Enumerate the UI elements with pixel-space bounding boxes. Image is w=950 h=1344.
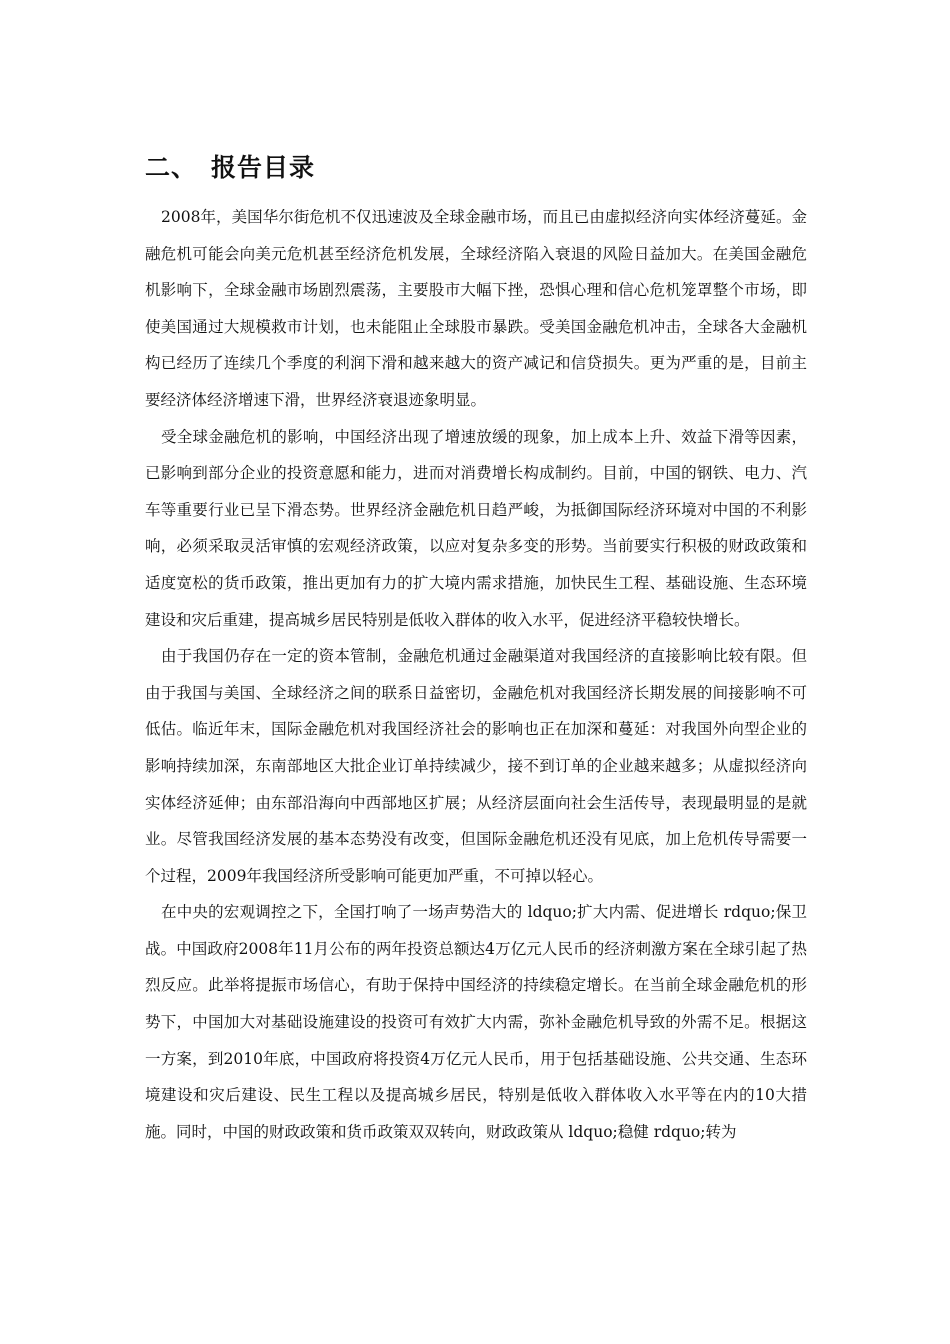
section-heading	[145, 148, 315, 188]
paragraph-4: 在中央的宏观调控之下，全国打响了一场声势浩大的 ldquo;扩大内需、促进增长 rdquo;保卫战。中国政府2008年11月公布的两年投资总额达4万亿元人民币的经济刺激方案在全球引起了热烈反应。此举将提振市场信心，有助于保持中国经济的持续稳定增长。在当前全球金融危机的形势下，中国加大对基础设施建设的投资可有效扩大内需，弥补金融危机导致的外需不足。根据这一方案，到2010年底，中国政府将投资4万亿元人民币，用于包括基础设施、公共交通、生态环境建设和灾后建设、民生工程以及提高城乡居民，特别是低收入群体收入水平等在内的10大措施。同时，中国的财政政策和货币政策双双转向，财政政策从 ldquo;稳健 rdquo;转为	[145, 903, 807, 1141]
paragraph-2: 受全球金融危机的影响，中国经济出现了增速放缓的现象，加上成本上升、效益下滑等因素，已影响到部分企业的投资意愿和能力，进而对消费增长构成制约。目前，中国的钢铁、电力、汽车等重要行业已呈下滑态势。世界经济金融危机日趋严峻，为抵御国际经济环境对中国的不利影响，必须采取灵活审慎的宏观经济政策，以应对复杂多变的形势。当前要实行积极的财政政策和适度宽松的货币政策，推出更加有力的扩大境内需求措施，加快民生工程、基础设施、生态环境建设和灾后重建，提高城乡居民特别是低收入群体的收入水平，促进经济平稳较快增长。	[145, 427, 807, 629]
paragraph-1: 2008年，美国华尔街危机不仅迅速波及全球金融市场，而且已由虚拟经济向实体经济蔓延。金融危机可能会向美元危机甚至经济危机发展，全球经济陷入衰退的风险日益加大。在美国金融危机影响下，全球金融市场剧烈震荡，主要股市大幅下挫，恐惧心理和信心危机笼罩整个市场，即使美国通过大规模救市计划，也未能阻止全球股市暴跌。受美国金融危机冲击，全球各大金融机构已经历了连续几个季度的利润下滑和越来越大的资产减记和信贷损失。更为严重的是，目前主要经济体经济增速下滑，世界经济衰退迹象明显。	[145, 208, 807, 409]
section-number: 二、	[145, 152, 198, 182]
body-text	[145, 199, 807, 1150]
paragraph-3: 由于我国仍存在一定的资本管制，金融危机通过金融渠道对我国经济的直接影响比较有限。但由于我国与美国、全球经济之间的联系日益密切，金融危机对我国经济长期发展的间接影响不可低估。临近年末，国际金融危机对我国经济社会的影响也正在加深和蔓延：对我国外向型企业的影响持续加深，东南部地区大批企业订单持续减少，接不到订单的企业越来越多；从虚拟经济向实体经济延伸；由东部沿海向中西部地区扩展；从经济层面向社会生活传导，表现最明显的是就业。尽管我国经济发展的基本态势没有改变，但国际金融危机还没有见底，加上危机传导需要一个过程，2009年我国经济所受影响可能更加严重，不可掉以轻心。	[145, 647, 807, 885]
section-title: 报告目录	[211, 152, 316, 182]
